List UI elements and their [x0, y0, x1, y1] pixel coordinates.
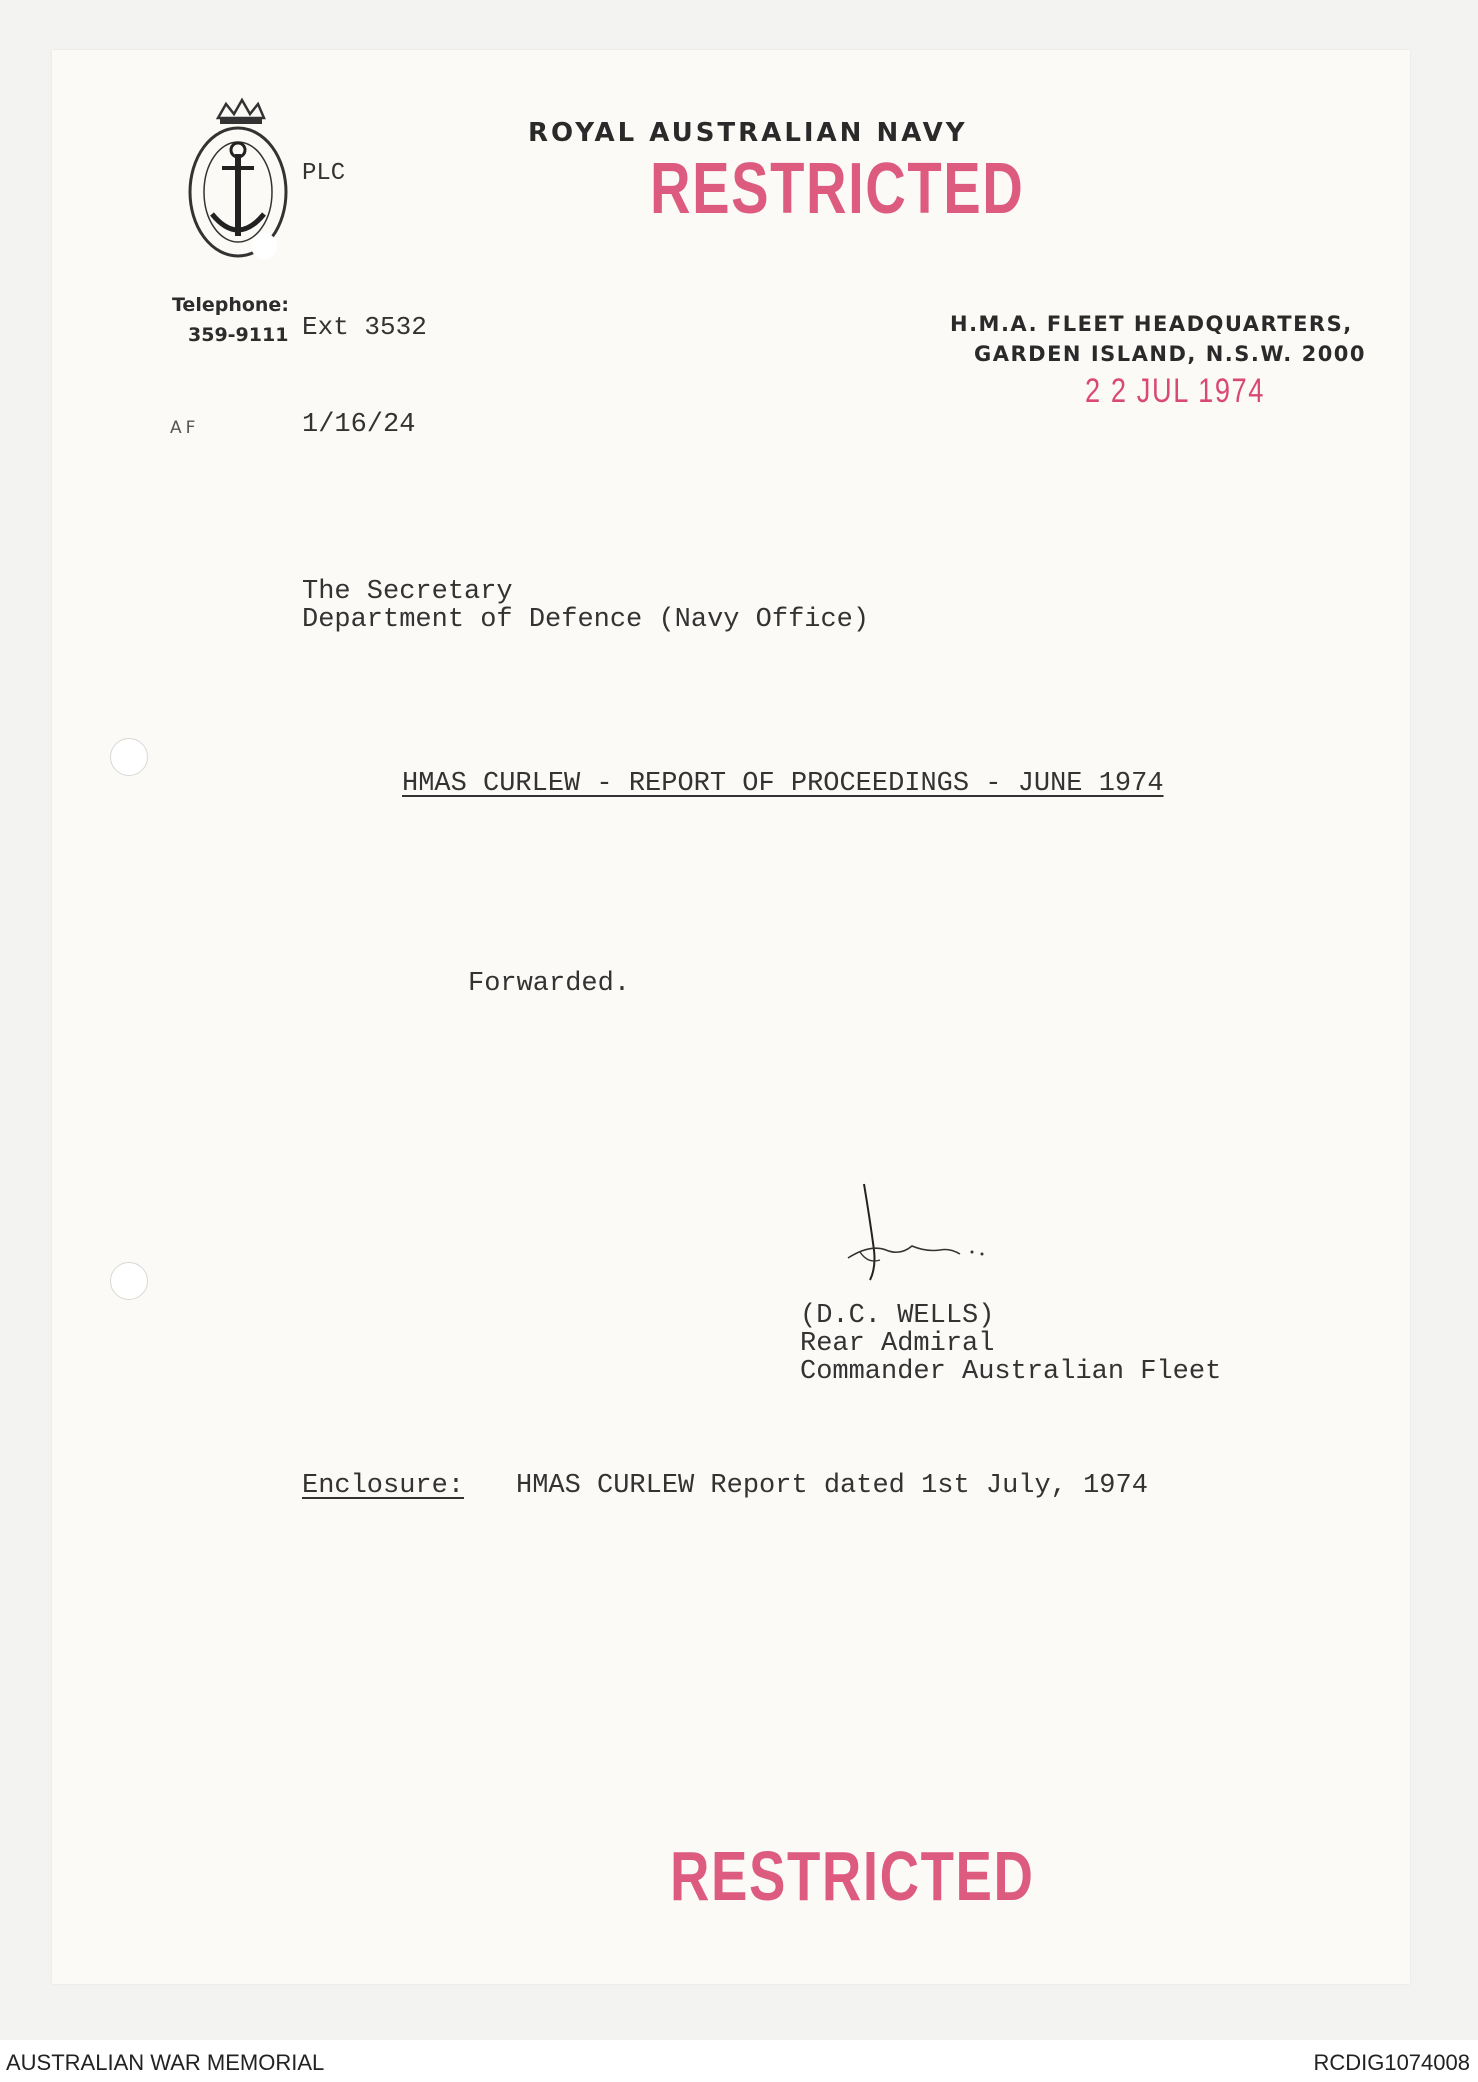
file-reference: 1/16/24 [302, 410, 416, 440]
footer-archive-name: AUSTRALIAN WAR MEMORIAL [6, 2050, 325, 2075]
enclosure-label: Enclosure: [302, 1471, 465, 1501]
date-stamp: 2 2 JUL 1974 [1085, 372, 1265, 410]
reference-initials: AF [170, 418, 200, 438]
subject-line: HMAS CURLEW - REPORT OF PROCEEDINGS - JUNE 1974 [402, 769, 1164, 799]
telephone-label: Telephone: [172, 294, 289, 316]
signatory-title: Commander Australian Fleet [800, 1357, 1222, 1387]
signatory-name: (D.C. WELLS) [800, 1301, 995, 1331]
footer-record-id: RCDIG1074008 [1313, 2050, 1470, 2075]
signatory-rank: Rear Admiral [800, 1329, 995, 1359]
telephone-number: 359-9111 [188, 324, 289, 346]
punch-hole [110, 1262, 148, 1300]
handwritten-signature [840, 1180, 1000, 1290]
classification-stamp-bottom: RESTRICTED [670, 1837, 1035, 1915]
sender-address-line1: H.M.A. FLEET HEADQUARTERS, [950, 312, 1353, 336]
navy-crest-icon [178, 96, 298, 276]
telephone-extension: Ext 3532 [302, 312, 427, 342]
organisation-heading: ROYAL AUSTRALIAN NAVY [528, 118, 968, 148]
enclosure-text: HMAS CURLEW Report dated 1st July, 1974 [516, 1471, 1148, 1501]
addressee-line2: Department of Defence (Navy Office) [302, 605, 870, 635]
punch-hole [110, 738, 148, 776]
addressee-line1: The Secretary [302, 577, 513, 607]
classification-stamp-top: RESTRICTED [650, 149, 1025, 229]
sender-address-line2: GARDEN ISLAND, N.S.W. 2000 [974, 342, 1367, 366]
plc-mark: PLC [302, 160, 346, 187]
body-text: Forwarded. [468, 969, 631, 999]
